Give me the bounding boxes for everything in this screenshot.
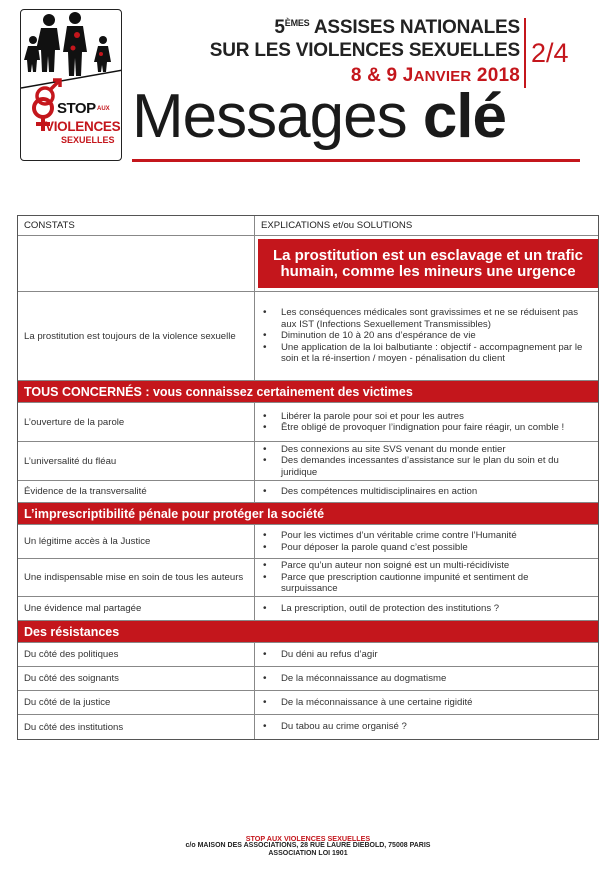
constat-cell: Évidence de la transversalité (18, 481, 255, 502)
constat-cell: L’ouverture de la parole (18, 403, 255, 441)
logo (20, 9, 122, 161)
constat-cell: Du côté des soignants (18, 667, 255, 690)
footer-address: c/o MAISON DES ASSOCIATIONS, 28 RUE LAURE DIEBOLD, 75008 PARIS (185, 842, 431, 849)
event-line-2: SUR LES VIOLENCES SEXUELLES (209, 40, 520, 61)
list-item: • De la méconnaissance au dogmatisme (261, 673, 584, 685)
event-date: 8 & 9 JANVIER 2018 (350, 65, 520, 86)
messages-table (17, 215, 599, 740)
list-item: • La prescription, outil de protection des institutions ? (261, 603, 584, 615)
footer-org: STOP AUX VIOLENCES SEXUELLES (245, 834, 371, 843)
section-resistances: Des résistances (18, 621, 598, 643)
table-row (18, 597, 598, 621)
title-underline (132, 159, 580, 162)
table-row (18, 691, 598, 715)
table-row (18, 715, 598, 739)
table-row (18, 481, 598, 503)
constat-cell: L’universalité du fléau (18, 442, 255, 480)
list-item: • Du déni au refus d’agir (261, 649, 584, 661)
constat-cell: Une évidence mal partagée (18, 597, 255, 620)
column-header-constats: CONSTATS (18, 216, 255, 235)
list-item: • Des connexions au site SVS venant du monde entier (261, 444, 584, 456)
constat-cell: La prostitution est toujours de la violence sexuelle (18, 292, 255, 380)
list-item: • Être obligé de provoquer l’indignation pour faire réagir, un comble ! (261, 422, 584, 434)
table-row (18, 442, 598, 481)
logo-stop-text: STOP (57, 100, 96, 117)
list-item: • Diminution de 10 à 20 ans d’espérance de vie (261, 330, 584, 342)
section-imprescriptibilite: L’imprescriptibilité pénale pour protéger la société (18, 503, 598, 525)
event-line-1: 5ÈMES ASSISES NATIONALES (274, 17, 520, 38)
list-item: • De la méconnaissance à une certaine rigidité (261, 697, 584, 709)
list-item: • Une application de la loi balbutiante : objectif - accompagnement par le soin et la ré-insertion / moyen - pénalisation du client (261, 342, 584, 365)
section-tous-concernes: TOUS CONCERNÉS : vous connaissez certainement des victimes (18, 381, 598, 403)
list-item: • Des compétences multidisciplinaires en action (261, 486, 584, 498)
list-item: • Parce qu’un auteur non soigné est un multi-récidiviste (261, 560, 584, 572)
footer-status: ASSOCIATION LOI 1901 (268, 850, 348, 857)
highlight-title: La prostitution est un esclavage et un trafic humain, comme les mineurs une urgence (258, 239, 598, 288)
constat-cell: Un légitime accès à la Justice (18, 525, 255, 558)
table-row (18, 525, 598, 559)
list-item: • Pour les victimes d’un véritable crime contre l’Humanité (261, 530, 584, 542)
table-row (18, 292, 598, 381)
table-row (18, 667, 598, 691)
solution-list (261, 307, 584, 365)
header-divider (524, 18, 526, 88)
constat-cell: Une indispensable mise en soin de tous les auteurs (18, 559, 255, 596)
logo-violences-text: VIOLENCES (45, 119, 121, 134)
table-header-row (18, 216, 598, 236)
list-item: • Les conséquences médicales sont gravissimes et ne se réduisent pas aux IST (Infections Sexuellement Transmissibles) (261, 307, 584, 330)
table-row (18, 643, 598, 667)
list-item: • Pour déposer la parole quand c’est possible (261, 542, 584, 554)
highlight-row (18, 236, 598, 292)
list-item: • Parce que prescription cautionne impunité et sentiment de surpuissance (261, 572, 584, 595)
table-row (18, 559, 598, 597)
list-item: • Du tabou au crime organisé ? (261, 721, 584, 733)
table-row (18, 403, 598, 442)
page-number: 2/4 (531, 38, 569, 68)
page-title: Messages clé (132, 82, 507, 151)
constat-cell: Du côté des institutions (18, 715, 255, 739)
constat-cell: Du côté de la justice (18, 691, 255, 714)
logo-sexuelles-text: SEXUELLES (61, 135, 115, 145)
column-header-explications: EXPLICATIONS et/ou SOLUTIONS (261, 220, 413, 231)
constat-cell: Du côté des politiques (18, 643, 255, 666)
logo-aux-text: AUX (97, 106, 110, 112)
list-item: • Des demandes incessantes d’assistance sur le plan du soin et du juridique (261, 455, 584, 478)
list-item: • Libérer la parole pour soi et pour les autres (261, 411, 584, 423)
